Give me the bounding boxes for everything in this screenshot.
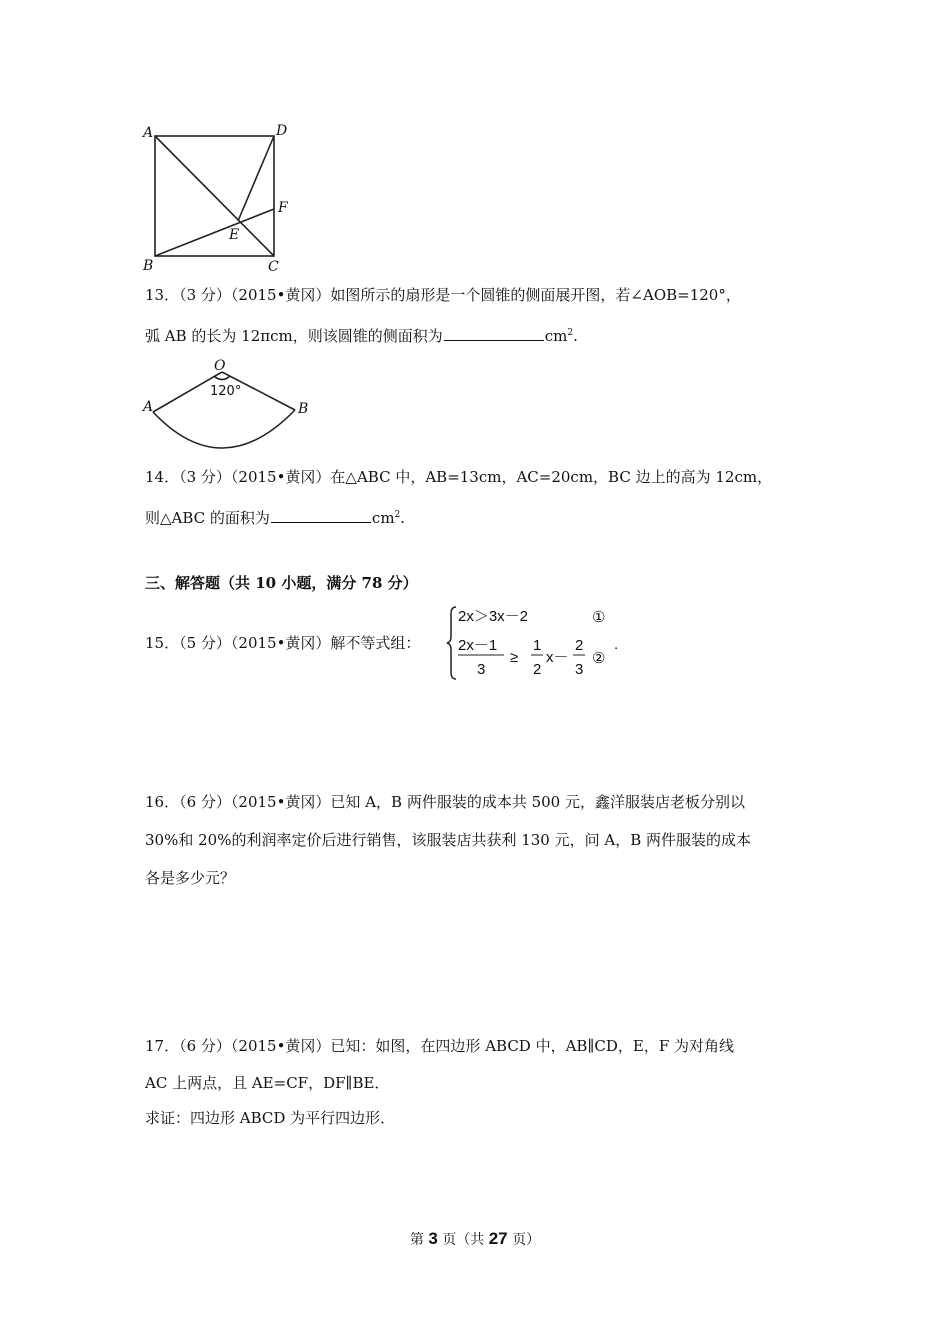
eq-end: . (614, 636, 619, 653)
footer-mid: 页（共 (437, 1232, 489, 1248)
label-a: A (143, 399, 154, 415)
label-b: B (298, 401, 309, 417)
label-o: O (214, 358, 226, 374)
eq2-mark: ② (592, 650, 606, 667)
frac-numerator: 2 (575, 637, 584, 654)
q14-text: 则△ABC 的面积为 (145, 509, 270, 527)
q13-line2 (145, 323, 578, 346)
q14-answer-blank[interactable] (271, 508, 371, 523)
eq2-numerator: 2x－1 (458, 637, 498, 654)
q13-unit: cm (544, 327, 568, 345)
label-c: C (268, 259, 279, 275)
frac-denominator: 3 (575, 661, 584, 678)
q15-text: 15．（5 分）（2015•黄冈）解不等式组： (145, 634, 421, 652)
sector-figure (140, 355, 320, 455)
label-b: B (143, 258, 154, 274)
x-minus: x－ (546, 649, 569, 666)
section-heading: 三、解答题（共 10 小题，满分 78 分） (145, 574, 418, 592)
eq2-denominator: 3 (477, 661, 486, 678)
page-footer (0, 1229, 950, 1249)
q13-text: 弧 AB 的长为 12πcm，则该圆锥的侧面积为 (145, 327, 443, 345)
inequality-system (446, 604, 626, 682)
q13-answer-blank[interactable] (444, 326, 544, 341)
label-a: A (143, 125, 154, 141)
eq2-relation: ≥ (510, 649, 519, 666)
q16-line3: 各是多少元？ (145, 869, 236, 887)
q13-end: . (573, 327, 578, 345)
footer-post: 页） (507, 1232, 541, 1248)
label-d: D (276, 123, 288, 139)
q16-line2: 30%和 20%的利润率定价后进行销售，该服装店共获利 130 元，问 A，B 两件服装的成本 (145, 831, 752, 849)
q14-line2 (145, 505, 405, 528)
square-figure (140, 120, 300, 275)
q17-line1: 17．（6 分）（2015•黄冈）已知：如图，在四边形 ABCD 中，AB∥CD，E，F 为对角线 (145, 1037, 735, 1055)
q14-exp: 2 (394, 510, 401, 520)
page-total: 27 (488, 1229, 508, 1248)
page-number: 3 (428, 1229, 438, 1248)
half-numerator: 1 (533, 637, 542, 654)
q16-line1: 16．（6 分）（2015•黄冈）已知 A，B 两件服装的成本共 500 元，鑫洋服装店老板分别以 (145, 793, 745, 811)
half-denominator: 2 (533, 661, 542, 678)
q17-line2: AC 上两点，且 AE=CF，DF∥BE． (145, 1074, 390, 1092)
q13-line1: 13．（3 分）（2015•黄冈）如图所示的扇形是一个圆锥的侧面展开图，若∠AOB=120°， (145, 286, 741, 304)
q13-exp: 2 (567, 328, 574, 338)
label-f: F (278, 200, 288, 216)
eq1-mark: ① (592, 609, 606, 626)
angle-label: 120° (210, 384, 242, 399)
eq1: 2x＞3x－2 (458, 608, 529, 625)
footer-pre: 第 (409, 1232, 429, 1248)
q14-line1: 14．（3 分）（2015•黄冈）在△ABC 中，AB=13cm，AC=20cm，BC 边上的高为 12cm， (145, 468, 773, 486)
q17-line3: 求证：四边形 ABCD 为平行四边形． (145, 1109, 396, 1127)
q14-end: . (400, 509, 406, 527)
q14-unit: cm (371, 509, 395, 527)
label-e: E (229, 227, 240, 243)
